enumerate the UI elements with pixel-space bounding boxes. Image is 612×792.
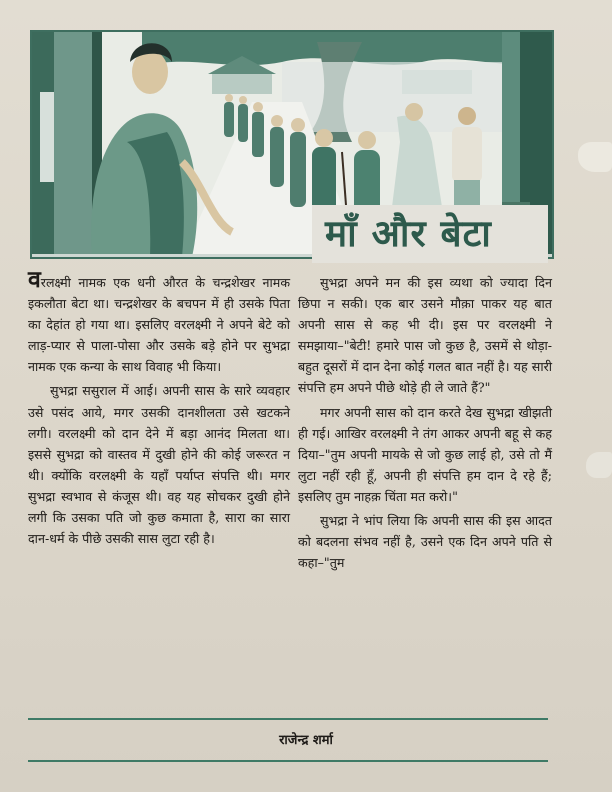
paper-scuff [586,452,612,478]
story-title: माँ और बेटा [325,212,492,255]
left-paragraph-2: सुभद्रा ससुराल में आई। अपनी सास के सारे व्यवहार उसे पसंद आये, मगर उसकी दानशीलता उसे खटकने लगी। वरलक्ष्मी को दान देने में बड़ा आनंद मिलता था। इससे सुभद्रा को वास्तव में दुखी होने की कोई जरूरत न थी। क्योंकि वरलक्ष्मी के यहाँ पर्याप्त संपत्ति थी। मगर सुभद्रा स्वभाव से कंजूस थी। वह यह सोचकर दुखी होने लगी कि उसका पति जो कुछ कमाता है, सारा का सारा दान-धर्म के पीछे उसकी सास लुटा रही है। [28,383,290,547]
right-column [298,272,552,576]
right-paragraph-1: सुभद्रा अपने मन की इस व्यथा को ज्यादा दिन छिपा न सकी। एक बार उसने मौक़ा पाकर यह बात अपनी सास से कह भी दी। इस पर वरलक्ष्मी ने समझाया–"बेटी! हमारे पास जो कुछ है, उसमें से थोड़ा-बहुत दूसरों में दान देना कोई गलत बात नहीं है। यह सारी संपत्ति हम अपने पीछे थोड़े ही ले जाते हैं?" [298,275,552,396]
drop-cap: व [28,266,41,293]
left-column [28,266,290,552]
right-paragraph-2: मगर अपनी सास को दान करते देख सुभद्रा खीझती ही गई। आखिर वरलक्ष्मी ने तंग आकर अपनी बहू से कह दिया–"तुम अपनी मायके से जो कुछ लाई हो, उसे तो मैं लुटा नहीं रही हूँ, अपनी ही संपत्ति हम दान दे रहे हैं; इसलिए तुम नाहक़ चिंता मत करो।" [298,404,552,504]
author-name: राजेन्द्र शर्मा [279,733,333,748]
left-paragraph-1 [28,266,290,377]
paper-scuff [578,142,612,172]
right-paragraph-3: सुभद्रा ने भांप लिया कि अपनी सास की इस आदत को बदलना संभव नहीं है, उसने एक दिन अपने पति से कहा–"तुम [298,513,552,571]
top-divider-rule [28,718,548,720]
left-paragraph-1-text: रलक्ष्मी नामक एक धनी औरत के चन्द्रशेखर नामक इकलौता बेटा था। चन्द्रशेखर के बचपन में ही उसके पिता का देहांत हो गया था। इसलिए वरलक्ष्मी ने अपने बेटे को लाड़-प्यार से पाला-पोसा और उसके बड़े होने पर सुभद्रा नामक एक कन्या के साथ विवाह भी किया। [28,275,290,375]
bottom-divider-rule [28,760,548,762]
